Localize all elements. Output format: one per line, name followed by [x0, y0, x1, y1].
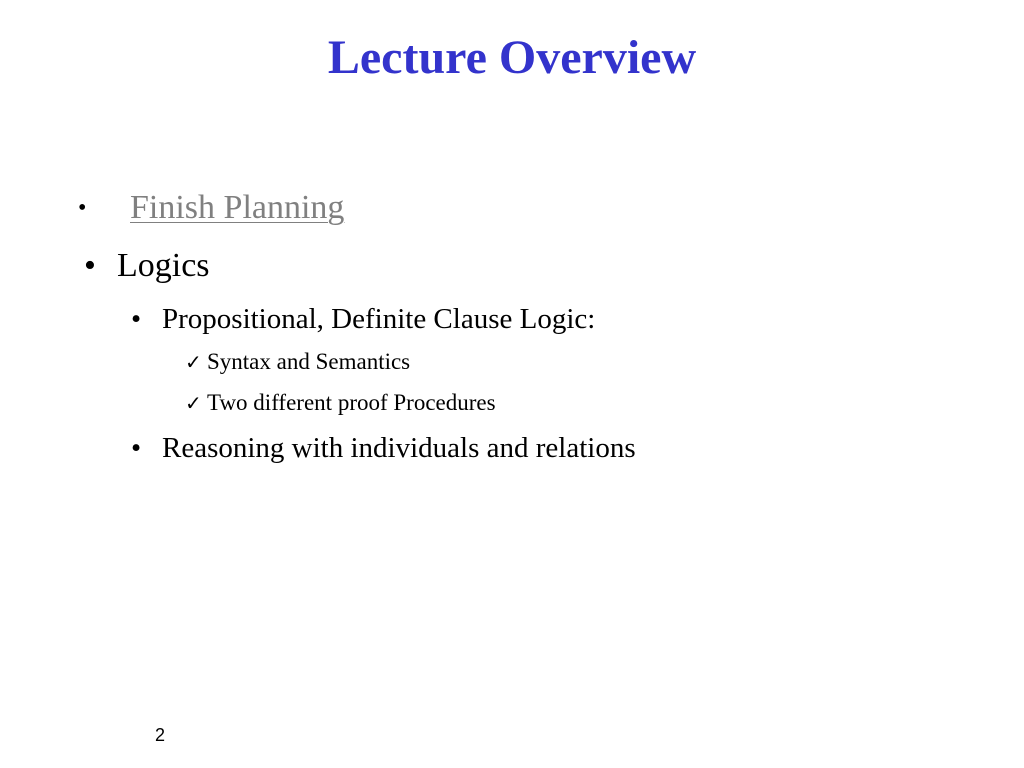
- bullet-item-logics: [84, 246, 284, 288]
- check-item-proof-procedures: [185, 389, 585, 419]
- bullet-icon: •: [84, 247, 96, 284]
- bullet-icon: •: [78, 195, 87, 221]
- page-number: 2: [155, 725, 166, 745]
- check-item-syntax: [185, 348, 485, 378]
- bullet-text-logics: Logics: [117, 247, 210, 284]
- bullet-item-propositional: [131, 302, 691, 338]
- bullet-icon: •: [131, 303, 142, 335]
- bullet-icon: •: [131, 432, 142, 464]
- bullet-item-reasoning: [131, 431, 751, 467]
- bullet-item-finish-planning: [78, 188, 418, 230]
- checkmark-icon: ✓: [185, 391, 202, 415]
- slide-title: Lecture Overview: [327, 31, 697, 84]
- checkmark-icon: ✓: [185, 350, 202, 374]
- finish-planning-link[interactable]: Finish Planning: [130, 189, 345, 226]
- check-text-syntax: Syntax and Semantics: [207, 349, 411, 374]
- bullet-text-reasoning: Reasoning with individuals and relations: [162, 432, 636, 464]
- bullet-text-propositional: Propositional, Definite Clause Logic:: [162, 303, 596, 335]
- check-text-proof-procedures: Two different proof Procedures: [207, 390, 496, 415]
